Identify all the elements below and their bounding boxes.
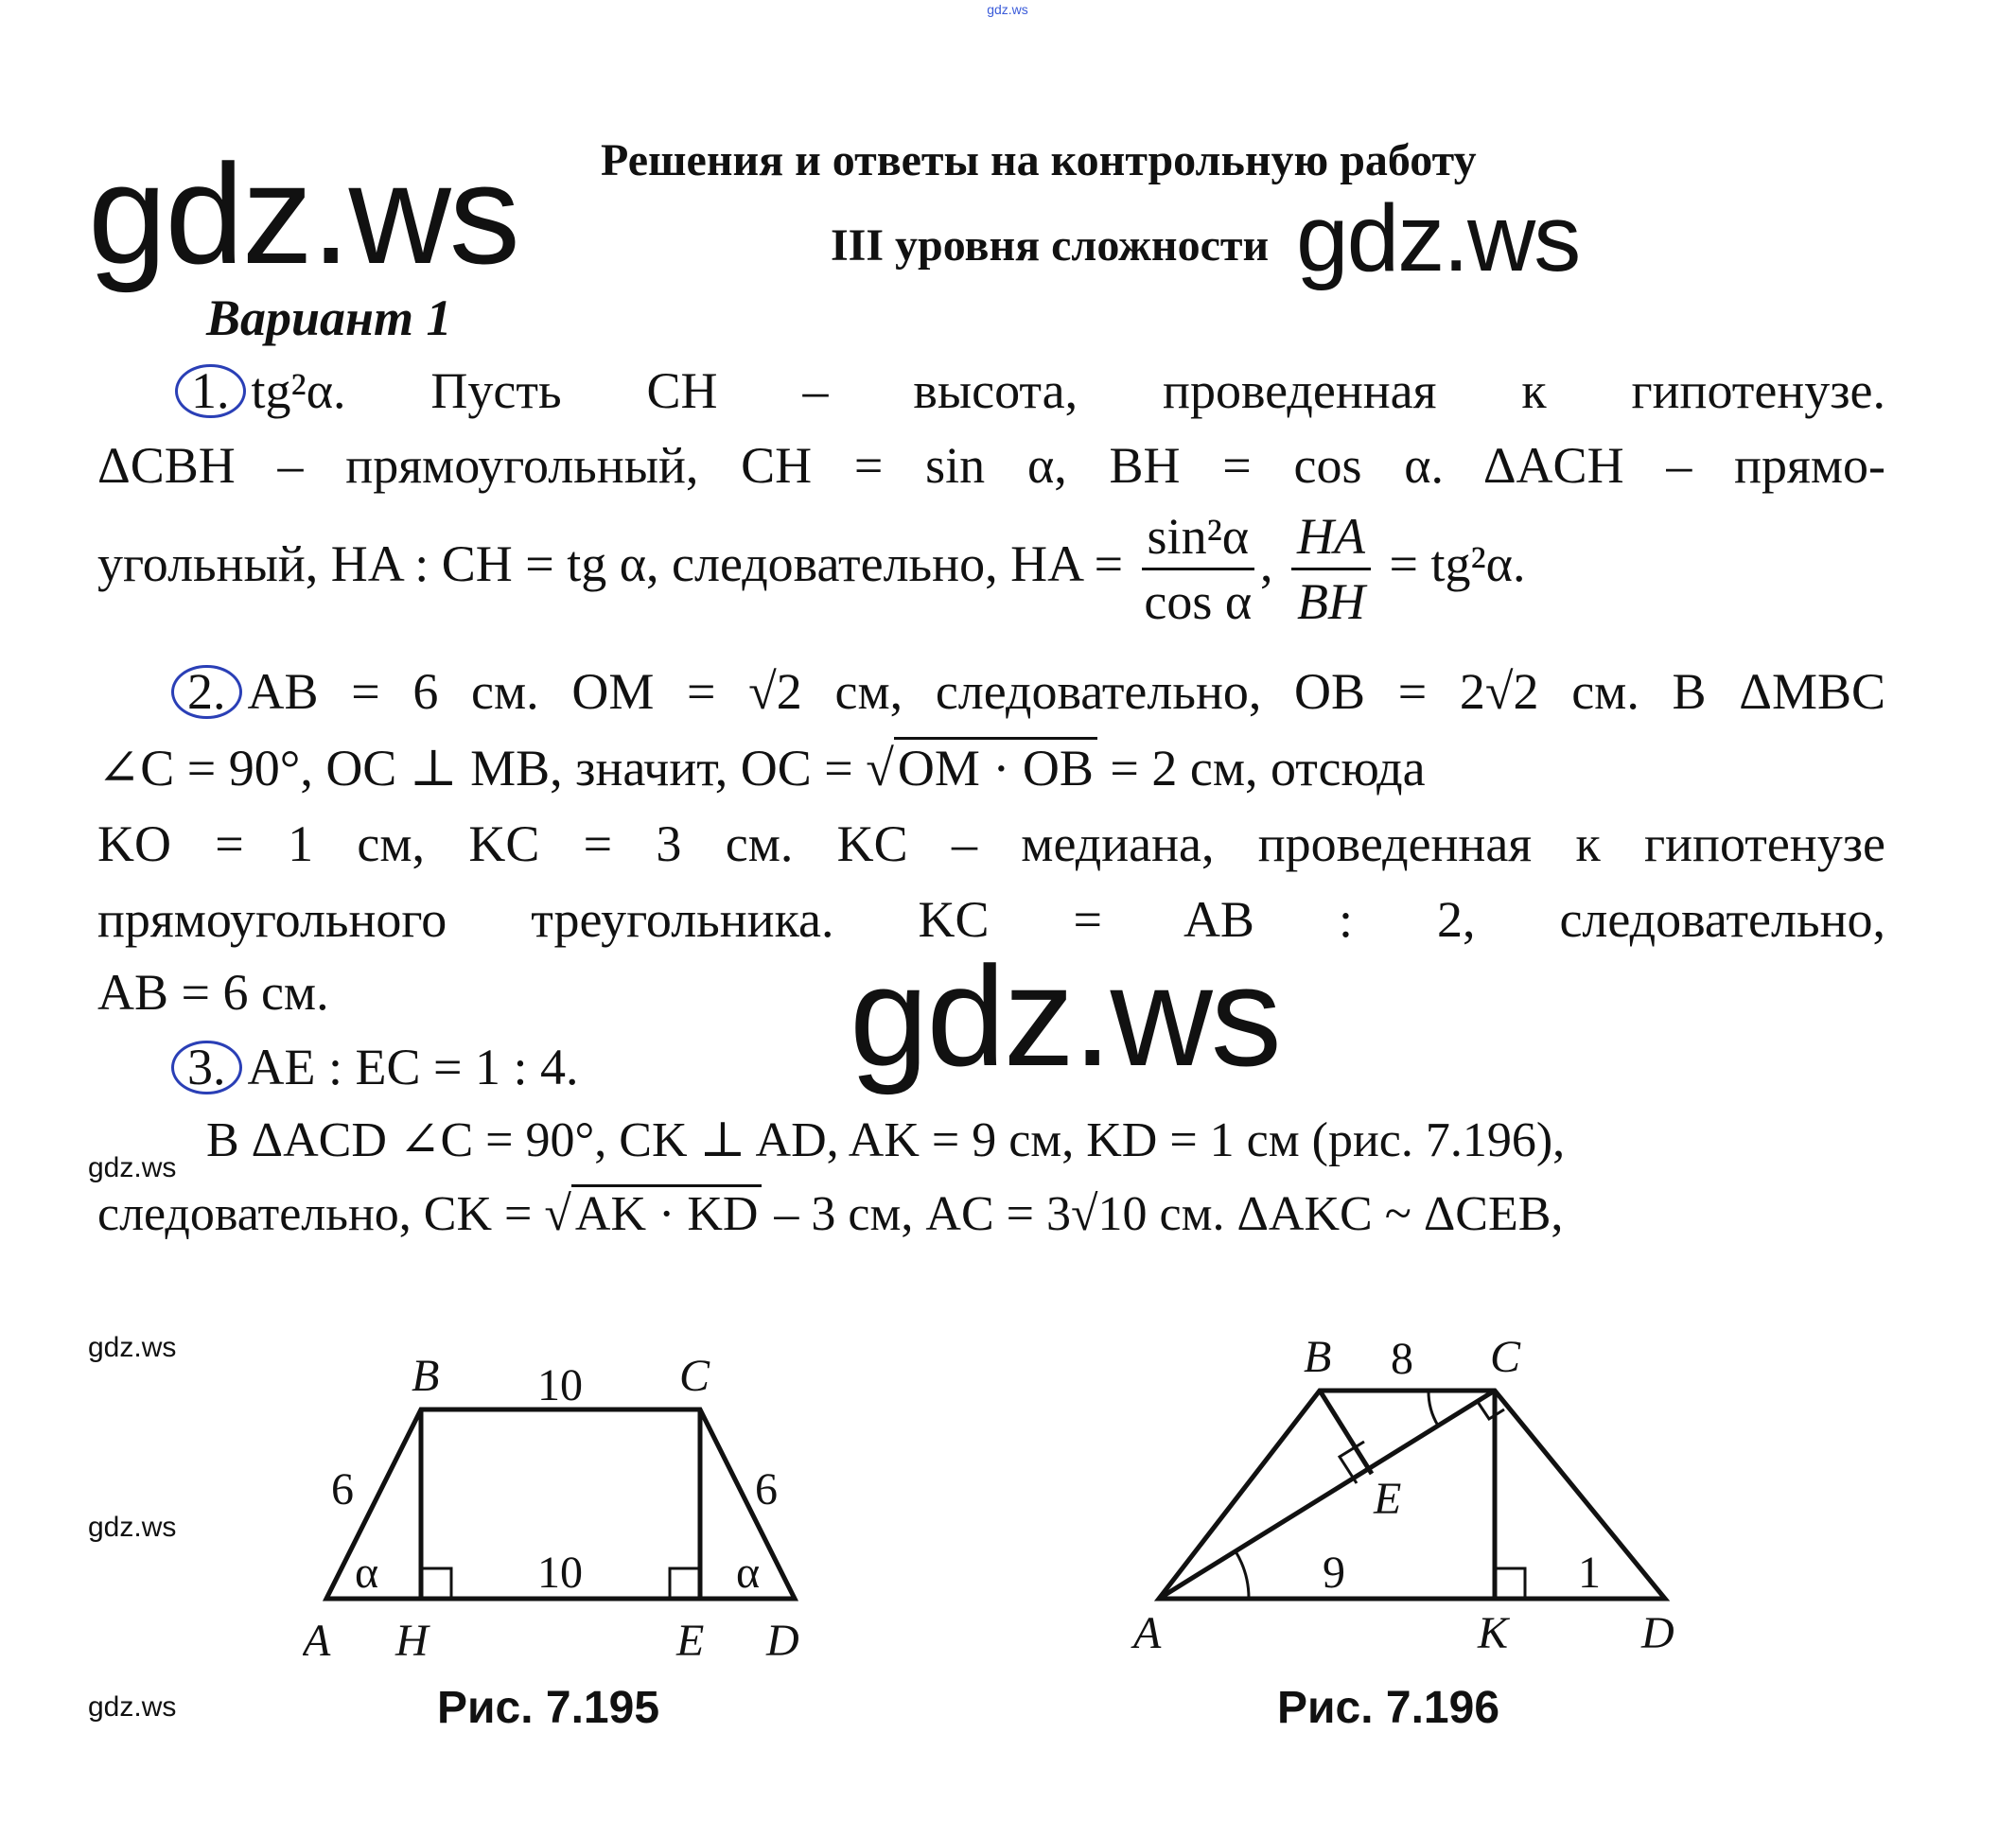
right-angle-e	[670, 1568, 700, 1599]
label-e: E	[1374, 1474, 1402, 1524]
right-angle-e	[1340, 1442, 1364, 1483]
fraction-ha-bh: $\frac{HA}{BH}$	[1291, 511, 1371, 627]
caption-7-195: Рис. 7.195	[437, 1683, 660, 1733]
variant-title: Вариант 1	[206, 289, 452, 346]
label-alpha-right: α	[736, 1548, 761, 1598]
caption-7-196: Рис. 7.196	[1277, 1683, 1500, 1733]
label-right-6: 6	[755, 1464, 778, 1514]
label-h: H	[395, 1616, 429, 1666]
watermark-side-3: gdz.ws	[88, 1512, 177, 1543]
label-kd-1: 1	[1578, 1548, 1601, 1598]
label-a: A	[1133, 1608, 1162, 1658]
figure-7-196	[1126, 1315, 1693, 1674]
watermark-side-2: gdz.ws	[88, 1332, 177, 1363]
heading-line-1: Решения и ответы на контрольную работу	[601, 135, 1477, 185]
label-c: C	[1490, 1332, 1521, 1382]
label-left-6: 6	[331, 1464, 354, 1514]
problem-1-line-1: 1. tg²α. Пусть CH – высота, проведенная к гипотенузе.	[97, 364, 1885, 418]
label-top-10: 10	[537, 1360, 583, 1410]
watermark-side-4: gdz.ws	[88, 1691, 177, 1723]
label-alpha-left: α	[355, 1548, 379, 1598]
figure-7-195	[303, 1334, 833, 1674]
label-d: D	[1641, 1608, 1674, 1658]
watermark-side-1: gdz.ws	[88, 1152, 177, 1183]
label-top-8: 8	[1391, 1334, 1413, 1384]
label-bottom-10: 10	[537, 1548, 583, 1598]
problem-2-number: 2.	[171, 665, 242, 719]
problem-1-line-2: ΔCBH – прямоугольный, CH = sin α, BH = cos α. ΔACH – прямо-	[97, 437, 1885, 494]
label-k: K	[1478, 1608, 1509, 1658]
heading-line-2: III уровня сложности	[831, 220, 1270, 271]
label-c: C	[679, 1351, 710, 1401]
label-d: D	[766, 1616, 799, 1666]
problem-2-line-4: прямоугольного треугольника. KC = AB : 2, следовательно,	[97, 891, 1885, 948]
label-ak-9: 9	[1323, 1548, 1345, 1598]
problem-2-line-3: KO = 1 см, KC = 3 см. KC – медиана, проведенная к гипотенузе	[97, 815, 1885, 872]
label-b: B	[412, 1351, 440, 1401]
right-angle-h	[421, 1568, 451, 1599]
problem-1-line-3: угольный, HA : CH = tg α, следовательно, HA = $\frac{\text{sin²α}}{\text{cos α}}$ , $\frac{HA}{BH}$ = tg²α.	[97, 508, 1526, 630]
label-b: B	[1304, 1332, 1332, 1382]
label-a: A	[303, 1616, 331, 1666]
watermark-big-right: gdz.ws	[1296, 185, 1580, 291]
angle-arc-c	[1429, 1391, 1438, 1426]
right-angle-k	[1495, 1568, 1525, 1599]
angle-arc-a	[1236, 1551, 1249, 1599]
problem-2-line-5: AB = 6 см.	[97, 964, 329, 1021]
right-angle-c	[1478, 1402, 1504, 1419]
problem-3-line-2: В ΔACD ∠C = 90°, CK ⊥ AD, AK = 9 см, KD = 1 см (рис. 7.196),	[206, 1113, 1566, 1167]
problem-3-line-1: 3. AE : EC = 1 : 4.	[97, 1041, 1885, 1094]
problem-3-number: 3.	[171, 1041, 242, 1094]
watermark-big-center: gdz.ws	[850, 937, 1280, 1095]
fraction-sin-cos: $\frac{\text{sin²α}}{\text{cos α}}$	[1142, 511, 1255, 627]
perpendicular-be	[1320, 1391, 1372, 1474]
label-e: E	[676, 1616, 705, 1666]
watermark-top: gdz.ws	[987, 2, 1028, 17]
watermark-big-left: gdz.ws	[88, 134, 518, 293]
problem-2-line-2: ∠C = 90°, OC ⊥ MB, значит, OC = √OM · OB = 2 см, отсюда	[97, 743, 1885, 794]
problem-3-line-3: следовательно, CK = √AK · KD – 3 см, AC = 3√10 см. ΔAKC ~ ΔCEB,	[97, 1190, 1885, 1239]
problem-1-number: 1.	[175, 364, 246, 418]
problem-2-line-1: 2. AB = 6 см. OM = √2 см, следовательно, OB = 2√2 см. В ΔMBC	[97, 665, 1885, 719]
